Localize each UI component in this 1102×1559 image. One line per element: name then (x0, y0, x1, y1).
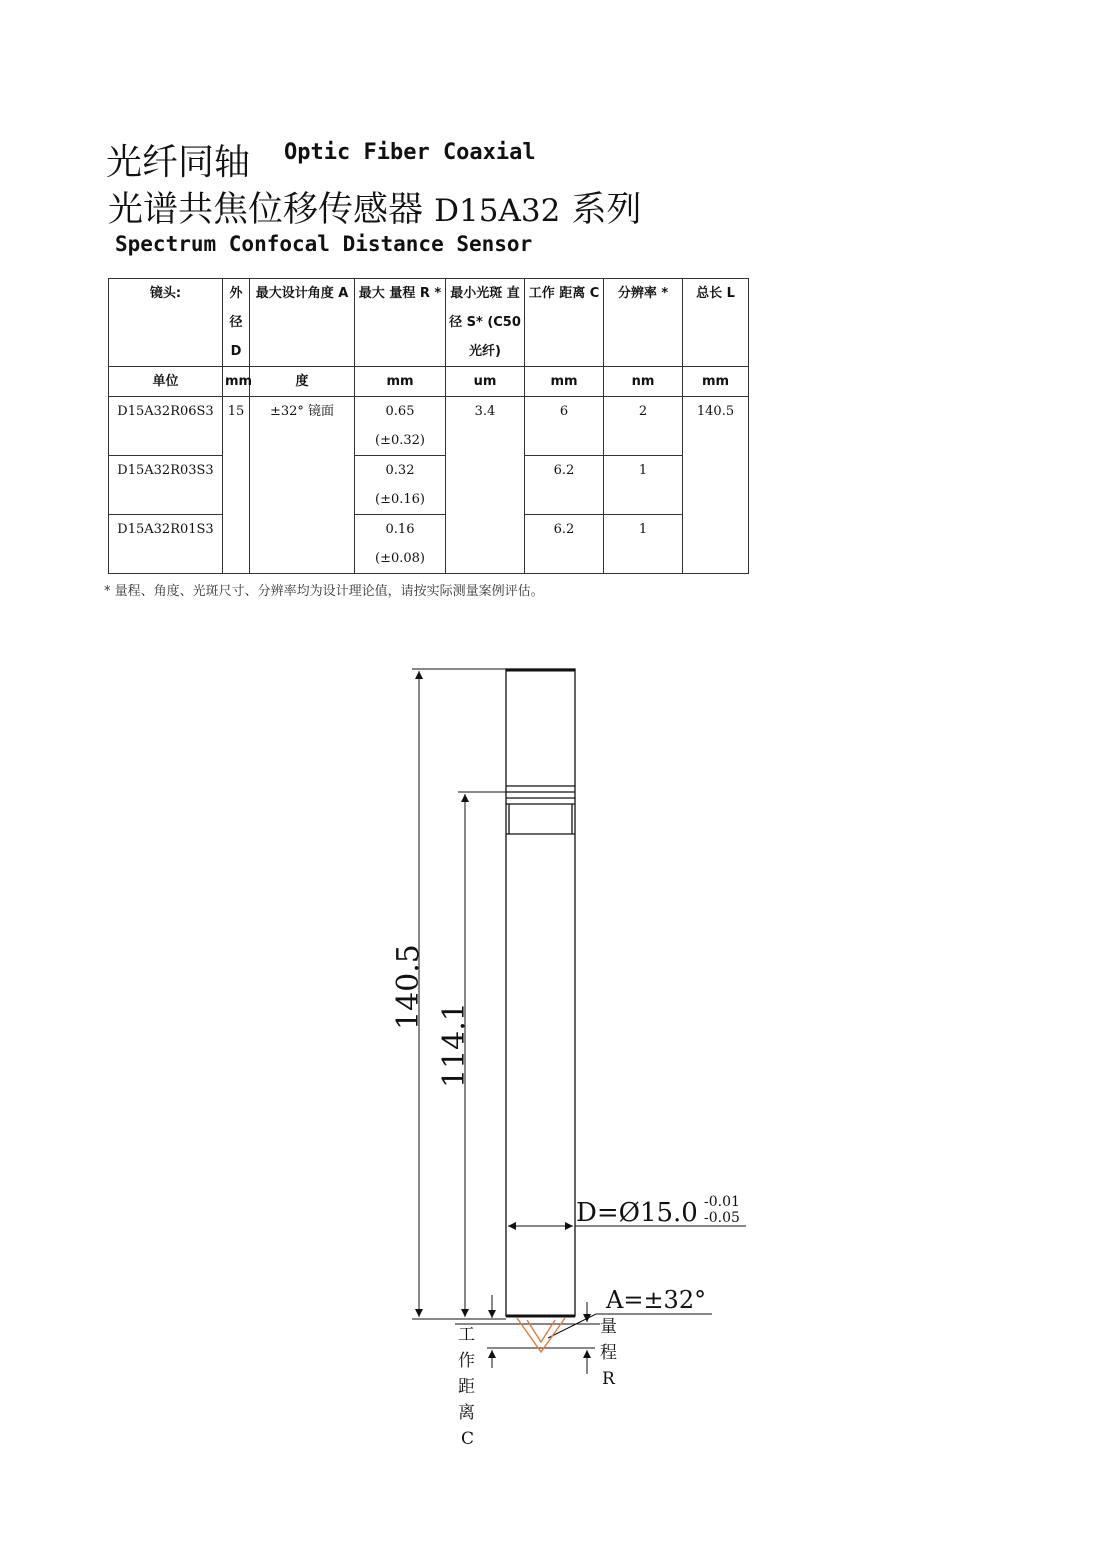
wd-char: 距 (458, 1377, 475, 1397)
unit-length: mm (683, 367, 749, 397)
cell-working-distance: 6.2 (525, 515, 604, 574)
cell-angle: ±32° 镜面 (250, 397, 355, 574)
cell-working-distance: 6.2 (525, 456, 604, 515)
footnote: * 量程、角度、光斑尺寸、分辨率均为设计理论值，请按实际测量案例评估。 (104, 584, 544, 599)
title-cn-prefix: 光谱共焦位移传感器 (108, 190, 424, 230)
range-char: 程 (600, 1343, 617, 1363)
dim-angle: A=±32° (606, 1286, 707, 1314)
dim-tol-lower: -0.05 (704, 1210, 740, 1226)
header-length: 总长 L (683, 279, 749, 367)
wd-char: 作 (458, 1351, 475, 1371)
cell-spot: 3.4 (446, 397, 525, 574)
title-en-line-2: Spectrum Confocal Distance Sensor (115, 232, 533, 256)
unit-spot: um (446, 367, 525, 397)
cell-model: D15A32R06S3 (109, 397, 223, 456)
title-cn-suffix: 系列 (571, 190, 642, 230)
cell-resolution: 1 (604, 456, 683, 515)
cell-range: 0.65 (±0.32) (355, 397, 446, 456)
cell-model: D15A32R01S3 (109, 515, 223, 574)
unit-resolution: nm (604, 367, 683, 397)
unit-diameter: mm (223, 367, 250, 397)
wd-char: 离 (458, 1403, 475, 1423)
cell-resolution: 2 (604, 397, 683, 456)
title-en-line-1: Optic Fiber Coaxial (284, 140, 536, 165)
unit-range: mm (355, 367, 446, 397)
beam-cone (517, 1318, 565, 1352)
range-char: R (602, 1369, 615, 1389)
header-diameter: 外 径 D (223, 279, 250, 367)
cell-model: D15A32R03S3 (109, 456, 223, 515)
cell-working-distance: 6 (525, 397, 604, 456)
sensor-body-outline (506, 669, 575, 1316)
title-model: D15A32 (434, 193, 561, 229)
header-spot: 最小光斑 直径 S* (C50 光纤) (446, 279, 525, 367)
unit-working-distance: mm (525, 367, 604, 397)
wd-char: C (461, 1429, 475, 1449)
unit-angle: 度 (250, 367, 355, 397)
unit-label: 单位 (109, 367, 223, 397)
header-working-distance: 工作 距离 C (525, 279, 604, 367)
cell-length: 140.5 (683, 397, 749, 574)
dim-diameter: D=Ø15.0 (576, 1198, 698, 1228)
header-resolution: 分辨率 * (604, 279, 683, 367)
cell-range: 0.16 (±0.08) (355, 515, 446, 574)
dim-tol-upper: -0.01 (704, 1194, 740, 1210)
header-angle: 最大设计角度 A (250, 279, 355, 367)
beam-outer (517, 1318, 565, 1352)
header-range: 最大 量程 R * (355, 279, 446, 367)
title-cn-line-1: 光纤同轴 (106, 142, 251, 183)
cell-resolution: 1 (604, 515, 683, 574)
cell-diameter: 15 (223, 397, 250, 574)
leader-angle (548, 1314, 596, 1338)
header-lens: 镜头: (109, 279, 223, 367)
cell-range: 0.32 (±0.16) (355, 456, 446, 515)
wd-char: 工 (458, 1325, 475, 1345)
range-char: 量 (600, 1317, 617, 1337)
dim-body-length: 114.1 (437, 1002, 472, 1088)
dim-total-length: 140.5 (391, 944, 426, 1030)
